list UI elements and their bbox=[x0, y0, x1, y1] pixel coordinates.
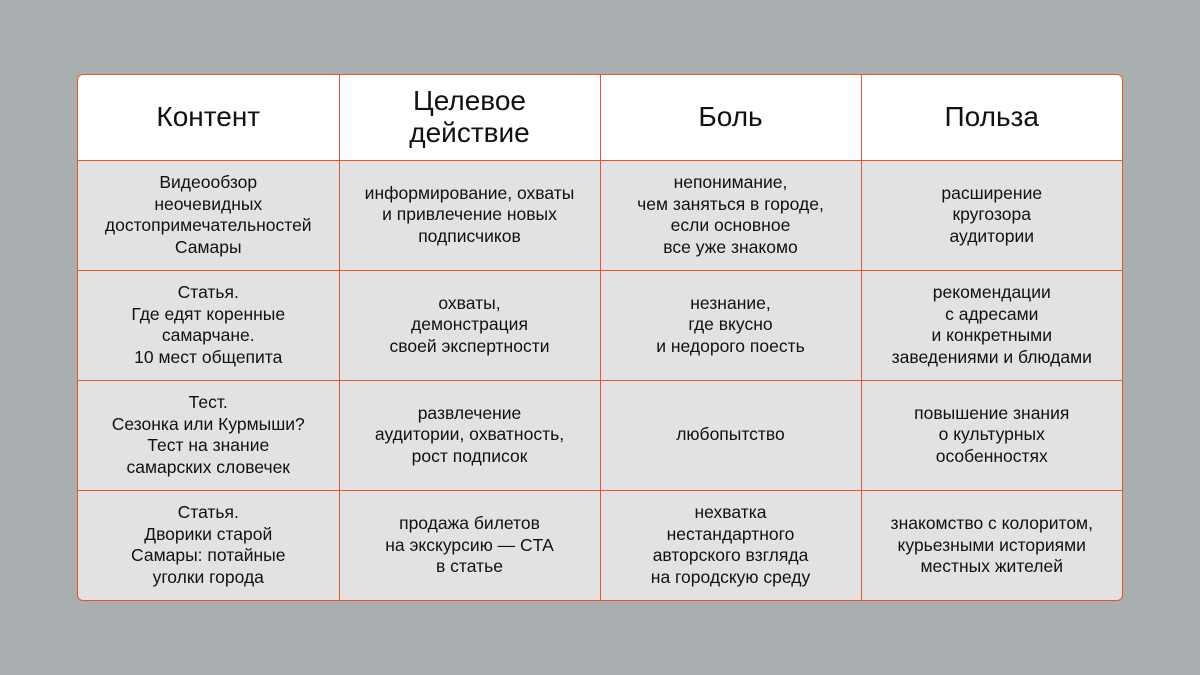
cell-pain: незнание, где вкусно и недорого поесть bbox=[600, 270, 861, 380]
header-pain: Боль bbox=[600, 75, 861, 160]
header-benefit: Польза bbox=[861, 75, 1122, 160]
cell-target-action: развлечение аудитории, охватность, рост подписок bbox=[339, 380, 600, 490]
table-row bbox=[78, 490, 1122, 600]
cell-content: Статья. Дворики старой Самары: потайные уголки города bbox=[78, 490, 339, 600]
cell-target-action: информирование, охваты и привлечение новых подписчиков bbox=[339, 160, 600, 270]
cell-target-action: продажа билетов на экскурсию — CTA в статье bbox=[339, 490, 600, 600]
table-row bbox=[78, 380, 1122, 490]
cell-pain: любопытство bbox=[600, 380, 861, 490]
cell-target-action: охваты, демонстрация своей экспертности bbox=[339, 270, 600, 380]
header-row bbox=[78, 75, 1122, 160]
table bbox=[78, 75, 1122, 600]
cell-content: Тест. Сезонка или Курмыши? Тест на знание самарских словечек bbox=[78, 380, 339, 490]
cell-benefit: знакомство с колоритом, курьезными историями местных жителей bbox=[890, 513, 1093, 576]
cell-content: Видеообзор неочевидных достопримечательностей Самары bbox=[78, 160, 339, 270]
content-plan-table bbox=[77, 74, 1123, 601]
cell-pain: нехватка нестандартного авторского взгляда на городскую среду bbox=[600, 490, 861, 600]
header-target-action: Целевое действие bbox=[339, 75, 600, 160]
cell-content: Статья. Где едят коренные самарчане. 10 мест общепита bbox=[78, 270, 339, 380]
cell-benefit: рекомендации с адресами и конкретными заведениями и блюдами bbox=[861, 270, 1122, 380]
table-row bbox=[78, 160, 1122, 270]
table-header bbox=[78, 75, 1122, 160]
cell-benefit: повышение знания о культурных особенностях bbox=[861, 380, 1122, 490]
header-content: Контент bbox=[78, 75, 339, 160]
cell-pain: непонимание, чем заняться в городе, если основное все уже знакомо bbox=[600, 160, 861, 270]
cell-benefit: расширение кругозора аудитории bbox=[861, 160, 1122, 270]
table-row bbox=[78, 270, 1122, 380]
table-body bbox=[78, 160, 1122, 600]
